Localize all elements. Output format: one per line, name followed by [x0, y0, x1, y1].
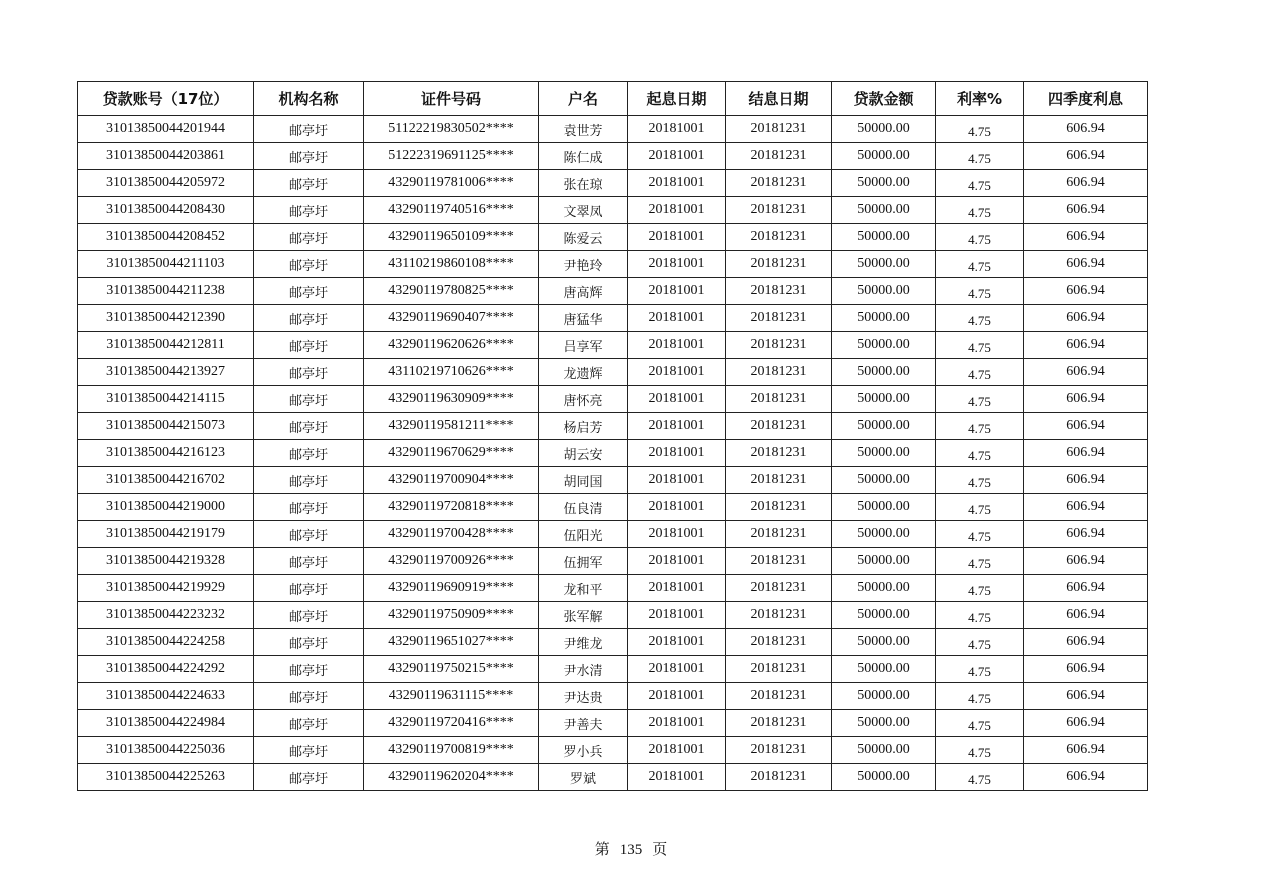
cell-loan-account: 31013850044224633 — [78, 683, 254, 710]
cell-loan-account: 31013850044212390 — [78, 305, 254, 332]
cell-loan-amount: 50000.00 — [832, 116, 936, 143]
cell-q4-interest: 606.94 — [1024, 737, 1148, 764]
cell-end-date: 20181231 — [726, 548, 832, 575]
cell-q4-interest: 606.94 — [1024, 629, 1148, 656]
cell-q4-interest: 606.94 — [1024, 278, 1148, 305]
table-row — [78, 170, 1148, 197]
cell-id-number: 51122219830502**** — [364, 116, 539, 143]
cell-interest-rate: 4.75 — [936, 656, 1024, 683]
cell-loan-account: 31013850044203861 — [78, 143, 254, 170]
cell-account-name: 陈仁成 — [539, 143, 628, 170]
cell-loan-amount: 50000.00 — [832, 251, 936, 278]
cell-interest-rate: 4.75 — [936, 602, 1024, 629]
cell-loan-account: 31013850044201944 — [78, 116, 254, 143]
cell-q4-interest: 606.94 — [1024, 116, 1148, 143]
cell-institution: 邮亭圩 — [254, 413, 364, 440]
cell-loan-account: 31013850044211238 — [78, 278, 254, 305]
cell-account-name: 龙和平 — [539, 575, 628, 602]
cell-account-name: 张在琼 — [539, 170, 628, 197]
cell-end-date: 20181231 — [726, 737, 832, 764]
cell-loan-account: 31013850044219179 — [78, 521, 254, 548]
header-start-date: 起息日期 — [628, 82, 726, 116]
cell-account-name: 文翠凤 — [539, 197, 628, 224]
cell-start-date: 20181001 — [628, 305, 726, 332]
page-number-suffix: 页 — [652, 842, 668, 858]
cell-institution: 邮亭圩 — [254, 656, 364, 683]
cell-id-number: 43290119720818**** — [364, 494, 539, 521]
cell-loan-amount: 50000.00 — [832, 170, 936, 197]
cell-start-date: 20181001 — [628, 197, 726, 224]
cell-id-number: 43110219710626**** — [364, 359, 539, 386]
cell-interest-rate: 4.75 — [936, 683, 1024, 710]
cell-account-name: 唐猛华 — [539, 305, 628, 332]
cell-end-date: 20181231 — [726, 413, 832, 440]
cell-end-date: 20181231 — [726, 467, 832, 494]
cell-end-date: 20181231 — [726, 710, 832, 737]
cell-loan-account: 31013850044216702 — [78, 467, 254, 494]
table-row — [78, 386, 1148, 413]
cell-q4-interest: 606.94 — [1024, 710, 1148, 737]
cell-q4-interest: 606.94 — [1024, 575, 1148, 602]
cell-start-date: 20181001 — [628, 656, 726, 683]
table-row — [78, 278, 1148, 305]
cell-start-date: 20181001 — [628, 521, 726, 548]
cell-end-date: 20181231 — [726, 521, 832, 548]
cell-account-name: 胡云安 — [539, 440, 628, 467]
cell-start-date: 20181001 — [628, 359, 726, 386]
cell-start-date: 20181001 — [628, 440, 726, 467]
cell-institution: 邮亭圩 — [254, 737, 364, 764]
cell-loan-amount: 50000.00 — [832, 494, 936, 521]
cell-institution: 邮亭圩 — [254, 575, 364, 602]
cell-q4-interest: 606.94 — [1024, 467, 1148, 494]
cell-id-number: 43290119630909**** — [364, 386, 539, 413]
table-row — [78, 197, 1148, 224]
cell-id-number: 43290119780825**** — [364, 278, 539, 305]
cell-start-date: 20181001 — [628, 737, 726, 764]
cell-institution: 邮亭圩 — [254, 224, 364, 251]
cell-id-number: 43290119620626**** — [364, 332, 539, 359]
cell-loan-amount: 50000.00 — [832, 332, 936, 359]
cell-institution: 邮亭圩 — [254, 251, 364, 278]
cell-start-date: 20181001 — [628, 251, 726, 278]
cell-id-number: 43290119670629**** — [364, 440, 539, 467]
cell-account-name: 袁世芳 — [539, 116, 628, 143]
cell-end-date: 20181231 — [726, 170, 832, 197]
cell-id-number: 43290119750215**** — [364, 656, 539, 683]
cell-account-name: 吕享军 — [539, 332, 628, 359]
cell-end-date: 20181231 — [726, 656, 832, 683]
cell-loan-account: 31013850044208430 — [78, 197, 254, 224]
cell-loan-account: 31013850044224258 — [78, 629, 254, 656]
cell-end-date: 20181231 — [726, 575, 832, 602]
cell-institution: 邮亭圩 — [254, 278, 364, 305]
cell-id-number: 43290119650109**** — [364, 224, 539, 251]
cell-interest-rate: 4.75 — [936, 386, 1024, 413]
cell-start-date: 20181001 — [628, 548, 726, 575]
cell-loan-amount: 50000.00 — [832, 548, 936, 575]
cell-id-number: 43290119740516**** — [364, 197, 539, 224]
cell-start-date: 20181001 — [628, 494, 726, 521]
cell-loan-amount: 50000.00 — [832, 764, 936, 791]
cell-start-date: 20181001 — [628, 467, 726, 494]
cell-end-date: 20181231 — [726, 629, 832, 656]
cell-id-number: 43290119700819**** — [364, 737, 539, 764]
cell-interest-rate: 4.75 — [936, 413, 1024, 440]
cell-loan-account: 31013850044219000 — [78, 494, 254, 521]
cell-loan-amount: 50000.00 — [832, 305, 936, 332]
cell-account-name: 龙遗辉 — [539, 359, 628, 386]
cell-q4-interest: 606.94 — [1024, 143, 1148, 170]
cell-loan-amount: 50000.00 — [832, 656, 936, 683]
cell-interest-rate: 4.75 — [936, 116, 1024, 143]
header-loan-account: 贷款账号（17位） — [78, 82, 254, 116]
header-q4-interest: 四季度利息 — [1024, 82, 1148, 116]
cell-end-date: 20181231 — [726, 197, 832, 224]
cell-interest-rate: 4.75 — [936, 548, 1024, 575]
cell-loan-account: 31013850044223232 — [78, 602, 254, 629]
cell-q4-interest: 606.94 — [1024, 764, 1148, 791]
cell-institution: 邮亭圩 — [254, 683, 364, 710]
cell-institution: 邮亭圩 — [254, 386, 364, 413]
cell-q4-interest: 606.94 — [1024, 656, 1148, 683]
cell-loan-amount: 50000.00 — [832, 683, 936, 710]
cell-loan-account: 31013850044225263 — [78, 764, 254, 791]
cell-institution: 邮亭圩 — [254, 116, 364, 143]
cell-end-date: 20181231 — [726, 359, 832, 386]
table-row — [78, 602, 1148, 629]
cell-start-date: 20181001 — [628, 224, 726, 251]
cell-loan-amount: 50000.00 — [832, 413, 936, 440]
cell-q4-interest: 606.94 — [1024, 170, 1148, 197]
cell-start-date: 20181001 — [628, 710, 726, 737]
cell-id-number: 43290119700904**** — [364, 467, 539, 494]
cell-id-number: 43290119690919**** — [364, 575, 539, 602]
cell-account-name: 罗小兵 — [539, 737, 628, 764]
cell-loan-amount: 50000.00 — [832, 575, 936, 602]
cell-institution: 邮亭圩 — [254, 521, 364, 548]
cell-id-number: 43290119700926**** — [364, 548, 539, 575]
cell-account-name: 尹维龙 — [539, 629, 628, 656]
header-interest-rate: 利率% — [936, 82, 1024, 116]
cell-institution: 邮亭圩 — [254, 359, 364, 386]
cell-interest-rate: 4.75 — [936, 764, 1024, 791]
cell-id-number: 51222319691125**** — [364, 143, 539, 170]
cell-account-name: 张军解 — [539, 602, 628, 629]
table-row — [78, 143, 1148, 170]
cell-loan-account: 31013850044219328 — [78, 548, 254, 575]
table-row — [78, 251, 1148, 278]
table-row — [78, 764, 1148, 791]
cell-q4-interest: 606.94 — [1024, 197, 1148, 224]
cell-account-name: 陈爱云 — [539, 224, 628, 251]
cell-account-name: 伍良清 — [539, 494, 628, 521]
cell-loan-amount: 50000.00 — [832, 710, 936, 737]
table-row — [78, 575, 1148, 602]
cell-loan-amount: 50000.00 — [832, 278, 936, 305]
cell-institution: 邮亭圩 — [254, 629, 364, 656]
cell-end-date: 20181231 — [726, 440, 832, 467]
cell-end-date: 20181231 — [726, 386, 832, 413]
cell-institution: 邮亭圩 — [254, 440, 364, 467]
cell-interest-rate: 4.75 — [936, 521, 1024, 548]
cell-interest-rate: 4.75 — [936, 197, 1024, 224]
cell-q4-interest: 606.94 — [1024, 494, 1148, 521]
cell-account-name: 伍阳光 — [539, 521, 628, 548]
cell-loan-amount: 50000.00 — [832, 521, 936, 548]
cell-start-date: 20181001 — [628, 170, 726, 197]
cell-start-date: 20181001 — [628, 332, 726, 359]
table-row — [78, 332, 1148, 359]
cell-start-date: 20181001 — [628, 143, 726, 170]
table-row — [78, 710, 1148, 737]
page-number-value: 135 — [619, 842, 643, 858]
cell-id-number: 43290119720416**** — [364, 710, 539, 737]
cell-institution: 邮亭圩 — [254, 305, 364, 332]
cell-q4-interest: 606.94 — [1024, 359, 1148, 386]
cell-institution: 邮亭圩 — [254, 332, 364, 359]
cell-loan-amount: 50000.00 — [832, 629, 936, 656]
cell-institution: 邮亭圩 — [254, 764, 364, 791]
cell-account-name: 胡同国 — [539, 467, 628, 494]
cell-id-number: 43290119620204**** — [364, 764, 539, 791]
table-row — [78, 737, 1148, 764]
cell-institution: 邮亭圩 — [254, 467, 364, 494]
table-row — [78, 656, 1148, 683]
page-number-prefix: 第 — [594, 842, 610, 858]
cell-end-date: 20181231 — [726, 332, 832, 359]
cell-end-date: 20181231 — [726, 143, 832, 170]
cell-start-date: 20181001 — [628, 683, 726, 710]
cell-loan-account: 31013850044205972 — [78, 170, 254, 197]
cell-id-number: 43110219860108**** — [364, 251, 539, 278]
cell-id-number: 43290119781006**** — [364, 170, 539, 197]
header-end-date: 结息日期 — [726, 82, 832, 116]
cell-loan-account: 31013850044214115 — [78, 386, 254, 413]
table-row — [78, 305, 1148, 332]
cell-account-name: 尹艳玲 — [539, 251, 628, 278]
cell-institution: 邮亭圩 — [254, 143, 364, 170]
table-header-row — [78, 82, 1148, 116]
cell-account-name: 杨启芳 — [539, 413, 628, 440]
cell-interest-rate: 4.75 — [936, 494, 1024, 521]
cell-id-number: 43290119700428**** — [364, 521, 539, 548]
cell-loan-amount: 50000.00 — [832, 602, 936, 629]
cell-account-name: 伍拥军 — [539, 548, 628, 575]
cell-loan-account: 31013850044208452 — [78, 224, 254, 251]
cell-end-date: 20181231 — [726, 602, 832, 629]
cell-loan-amount: 50000.00 — [832, 197, 936, 224]
table-row — [78, 440, 1148, 467]
cell-loan-account: 31013850044216123 — [78, 440, 254, 467]
cell-interest-rate: 4.75 — [936, 305, 1024, 332]
cell-q4-interest: 606.94 — [1024, 305, 1148, 332]
cell-loan-account: 31013850044213927 — [78, 359, 254, 386]
cell-institution: 邮亭圩 — [254, 602, 364, 629]
cell-loan-account: 31013850044212811 — [78, 332, 254, 359]
cell-start-date: 20181001 — [628, 602, 726, 629]
cell-q4-interest: 606.94 — [1024, 440, 1148, 467]
cell-institution: 邮亭圩 — [254, 197, 364, 224]
cell-q4-interest: 606.94 — [1024, 602, 1148, 629]
cell-interest-rate: 4.75 — [936, 170, 1024, 197]
cell-interest-rate: 4.75 — [936, 440, 1024, 467]
header-loan-amount: 贷款金额 — [832, 82, 936, 116]
cell-institution: 邮亭圩 — [254, 548, 364, 575]
cell-start-date: 20181001 — [628, 629, 726, 656]
cell-interest-rate: 4.75 — [936, 332, 1024, 359]
cell-interest-rate: 4.75 — [936, 629, 1024, 656]
cell-account-name: 尹达贵 — [539, 683, 628, 710]
cell-interest-rate: 4.75 — [936, 710, 1024, 737]
cell-q4-interest: 606.94 — [1024, 332, 1148, 359]
cell-institution: 邮亭圩 — [254, 710, 364, 737]
cell-loan-account: 31013850044224984 — [78, 710, 254, 737]
table-row — [78, 548, 1148, 575]
page-number — [0, 838, 1262, 859]
cell-interest-rate: 4.75 — [936, 575, 1024, 602]
cell-loan-amount: 50000.00 — [832, 386, 936, 413]
table-row — [78, 494, 1148, 521]
cell-end-date: 20181231 — [726, 224, 832, 251]
header-institution: 机构名称 — [254, 82, 364, 116]
table-row — [78, 467, 1148, 494]
cell-loan-amount: 50000.00 — [832, 737, 936, 764]
cell-account-name: 尹善夫 — [539, 710, 628, 737]
cell-loan-amount: 50000.00 — [832, 359, 936, 386]
cell-end-date: 20181231 — [726, 494, 832, 521]
cell-interest-rate: 4.75 — [936, 737, 1024, 764]
cell-loan-amount: 50000.00 — [832, 143, 936, 170]
table-row — [78, 224, 1148, 251]
cell-institution: 邮亭圩 — [254, 494, 364, 521]
cell-loan-account: 31013850044211103 — [78, 251, 254, 278]
cell-loan-account: 31013850044224292 — [78, 656, 254, 683]
table-row — [78, 521, 1148, 548]
cell-institution: 邮亭圩 — [254, 170, 364, 197]
cell-interest-rate: 4.75 — [936, 359, 1024, 386]
table-row — [78, 413, 1148, 440]
cell-account-name: 唐怀亮 — [539, 386, 628, 413]
cell-start-date: 20181001 — [628, 116, 726, 143]
cell-interest-rate: 4.75 — [936, 143, 1024, 170]
cell-interest-rate: 4.75 — [936, 467, 1024, 494]
cell-end-date: 20181231 — [726, 764, 832, 791]
cell-start-date: 20181001 — [628, 278, 726, 305]
cell-q4-interest: 606.94 — [1024, 548, 1148, 575]
header-id-number: 证件号码 — [364, 82, 539, 116]
cell-end-date: 20181231 — [726, 251, 832, 278]
table-row — [78, 629, 1148, 656]
cell-start-date: 20181001 — [628, 386, 726, 413]
cell-q4-interest: 606.94 — [1024, 224, 1148, 251]
cell-end-date: 20181231 — [726, 278, 832, 305]
cell-interest-rate: 4.75 — [936, 251, 1024, 278]
cell-loan-account: 31013850044225036 — [78, 737, 254, 764]
cell-id-number: 43290119631115**** — [364, 683, 539, 710]
cell-end-date: 20181231 — [726, 305, 832, 332]
cell-loan-amount: 50000.00 — [832, 467, 936, 494]
table-row — [78, 683, 1148, 710]
cell-id-number: 43290119690407**** — [364, 305, 539, 332]
table-body — [78, 116, 1148, 791]
cell-id-number: 43290119581211**** — [364, 413, 539, 440]
cell-q4-interest: 606.94 — [1024, 413, 1148, 440]
cell-interest-rate: 4.75 — [936, 224, 1024, 251]
cell-interest-rate: 4.75 — [936, 278, 1024, 305]
cell-account-name: 尹水清 — [539, 656, 628, 683]
cell-q4-interest: 606.94 — [1024, 521, 1148, 548]
table-row — [78, 359, 1148, 386]
cell-account-name: 罗斌 — [539, 764, 628, 791]
loan-interest-table — [77, 81, 1148, 791]
header-account-name: 户名 — [539, 82, 628, 116]
cell-id-number: 43290119651027**** — [364, 629, 539, 656]
cell-q4-interest: 606.94 — [1024, 251, 1148, 278]
cell-id-number: 43290119750909**** — [364, 602, 539, 629]
cell-start-date: 20181001 — [628, 575, 726, 602]
cell-start-date: 20181001 — [628, 413, 726, 440]
table-row — [78, 116, 1148, 143]
cell-end-date: 20181231 — [726, 683, 832, 710]
cell-end-date: 20181231 — [726, 116, 832, 143]
cell-loan-amount: 50000.00 — [832, 224, 936, 251]
cell-q4-interest: 606.94 — [1024, 683, 1148, 710]
cell-loan-account: 31013850044219929 — [78, 575, 254, 602]
cell-account-name: 唐高辉 — [539, 278, 628, 305]
cell-start-date: 20181001 — [628, 764, 726, 791]
cell-loan-account: 31013850044215073 — [78, 413, 254, 440]
cell-q4-interest: 606.94 — [1024, 386, 1148, 413]
cell-loan-amount: 50000.00 — [832, 440, 936, 467]
